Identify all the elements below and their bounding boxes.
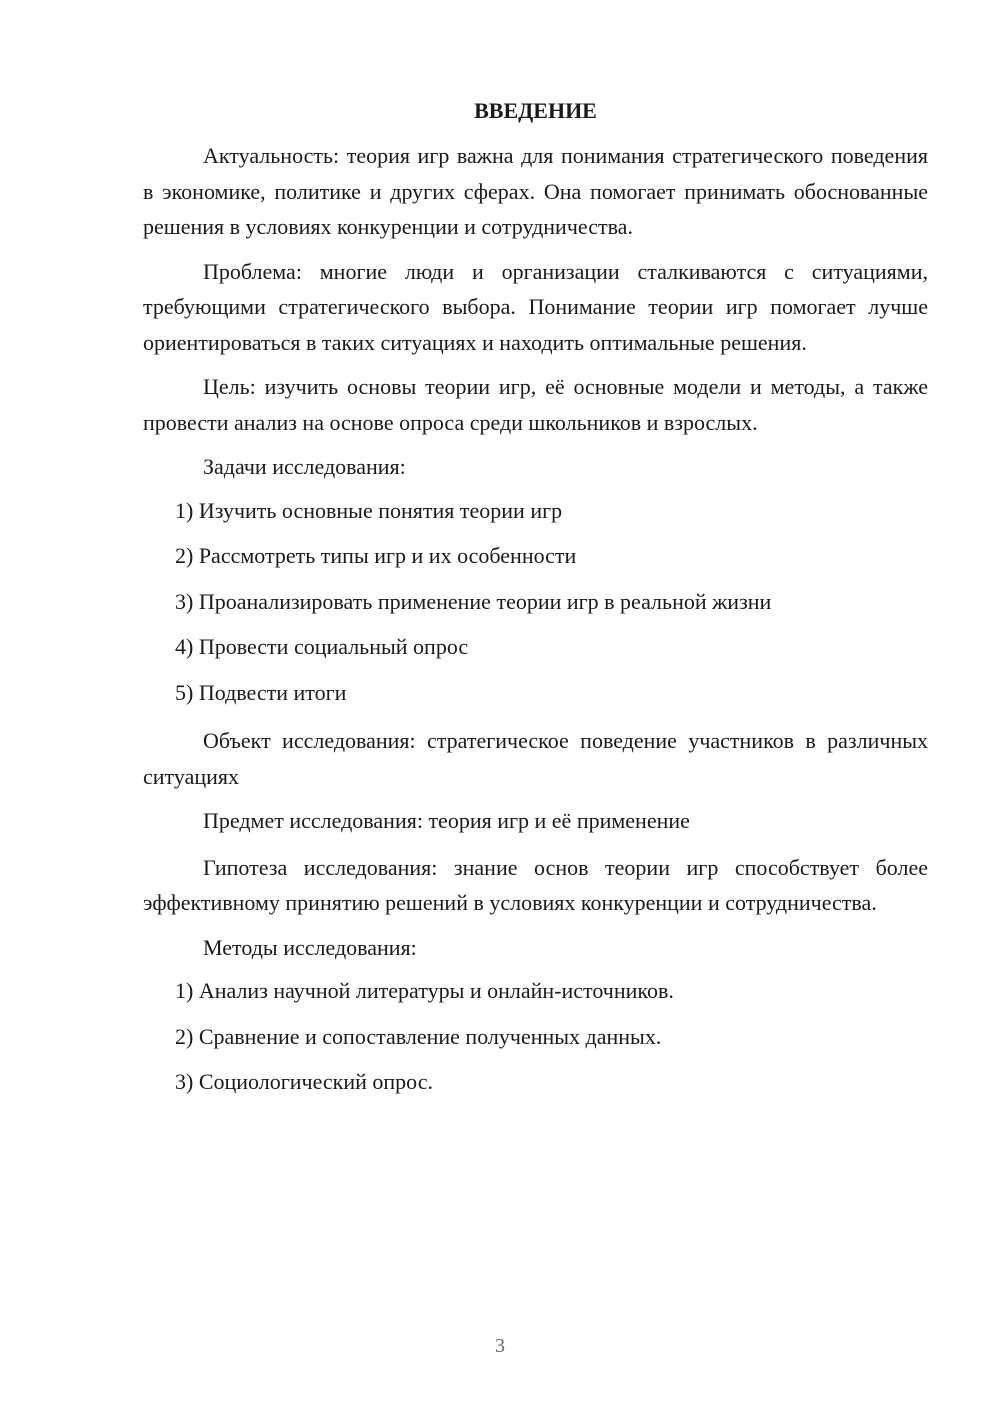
task-item: 4) Провести социальный опрос	[175, 634, 469, 659]
task-item: 2) Рассмотреть типы игр и их особенности	[175, 543, 577, 568]
task-item: 5) Подвести итоги	[175, 679, 347, 705]
method-item: 3) Социологический опрос.	[175, 1069, 433, 1094]
document-body	[143, 96, 928, 1113]
tasks-list	[143, 496, 928, 708]
subject-paragraph: Предмет исследования: теория игр и её применение	[203, 808, 690, 833]
tasks-heading: Задачи исследования:	[203, 454, 406, 479]
methods-heading: Методы исследования:	[203, 934, 417, 960]
problem-paragraph: Проблема: многие люди и организации сталкиваются с ситуациями, требующими стратегического выбора. Понимание теории игр помогает лучше ориентироваться в таких ситуациях и находить оптимальные решения.	[143, 258, 928, 355]
section-title: ВВЕДЕНИЕ	[474, 98, 597, 123]
page-number: 3	[495, 1335, 505, 1357]
goal-paragraph: Цель: изучить основы теории игр, её основные модели и методы, а также провести анализ на основе опроса среди школьников и взрослых.	[143, 374, 928, 435]
method-item: 1) Анализ научной литературы и онлайн-источников.	[175, 978, 674, 1003]
task-item: 1) Изучить основные понятия теории игр	[175, 497, 563, 523]
method-item: 2) Сравнение и сопоставление полученных данных.	[175, 1023, 662, 1049]
object-paragraph: Объект исследования: стратегическое поведение участников в различных ситуациях	[143, 728, 928, 789]
hypothesis-paragraph: Гипотеза исследования: знание основ теории игр способствует более эффективному принятию решений в условиях конкуренции и сотрудничества.	[143, 854, 928, 915]
relevance-paragraph: Актуальность: теория игр важна для понимания стратегического поведения в экономике, политике и других сферах. Она помогает принимать обоснованные решения в условиях конкуренции и сотрудничества.	[143, 143, 928, 239]
methods-list	[143, 976, 928, 1097]
task-item: 3) Проанализировать применение теории игр в реальной жизни	[175, 588, 772, 614]
